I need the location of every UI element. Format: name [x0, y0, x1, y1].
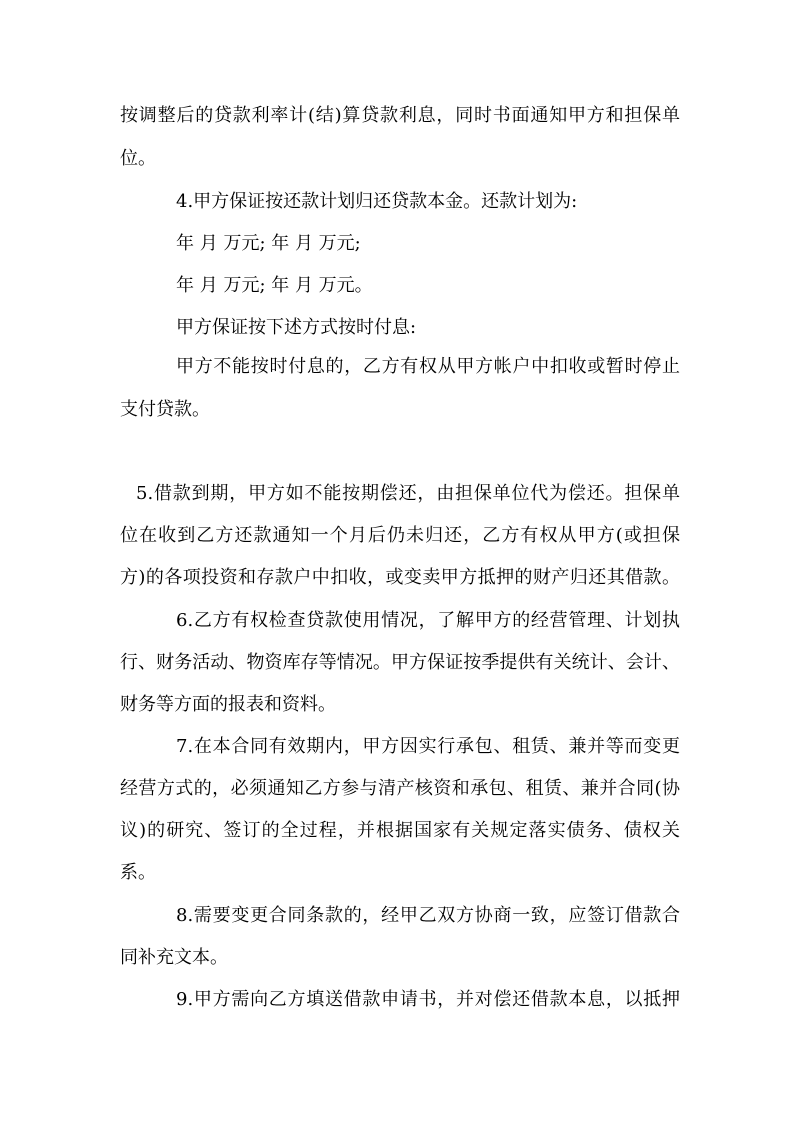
paragraph-line: 方)的各项投资和存款户中扣收，或变卖甲方抵押的财产归还其借款。	[120, 567, 680, 588]
paragraph-line: 甲方保证按下述方式按时付息:	[176, 317, 417, 338]
paragraph-line: 系。	[120, 862, 156, 883]
paragraph-line: 6.乙方有权检查贷款使用情况，了解甲方的经营管理、计划执	[176, 610, 680, 631]
paragraph-line: 4.甲方保证按还款计划归还贷款本金。还款计划为:	[176, 191, 578, 212]
paragraph-line: 同补充文本。	[120, 947, 228, 968]
paragraph-line: 议)的研究、签订的全过程，并根据国家有关规定落实债务、债权关	[120, 820, 680, 841]
paragraph-line: 甲方不能按时付息的，乙方有权从甲方帐户中扣收或暂时停止	[176, 356, 680, 377]
paragraph-line: 8.需要变更合同条款的，经甲乙双方协商一致，应签订借款合	[176, 905, 680, 926]
paragraph-line: 5.借款到期，甲方如不能按期偿还，由担保单位代为偿还。担保单	[136, 483, 680, 504]
paragraph-line: 位。	[120, 148, 156, 169]
paragraph-line: 支付贷款。	[120, 399, 210, 420]
paragraph-line: 经营方式的，必须通知乙方参与清产核资和承包、租赁、兼并合同(协	[120, 778, 680, 799]
paragraph-line: 财务等方面的报表和资料。	[120, 694, 336, 715]
paragraph-line: 行、财务活动、物资库存等情况。甲方保证按季提供有关统计、会计、	[120, 652, 680, 673]
paragraph-line: 7.在本合同有效期内，甲方因实行承包、租赁、兼并等而变更	[176, 736, 680, 757]
paragraph-line: 9.甲方需向乙方填送借款申请书，并对偿还借款本息，以抵押	[176, 989, 680, 1010]
paragraph-line: 年 月 万元; 年 月 万元。	[176, 275, 373, 296]
paragraph-line: 按调整后的贷款利率计(结)算贷款利息，同时书面通知甲方和担保单	[120, 105, 680, 126]
paragraph-line: 年 月 万元; 年 月 万元;	[176, 233, 361, 254]
paragraph-line: 位在收到乙方还款通知一个月后仍未归还，乙方有权从甲方(或担保	[120, 525, 680, 546]
